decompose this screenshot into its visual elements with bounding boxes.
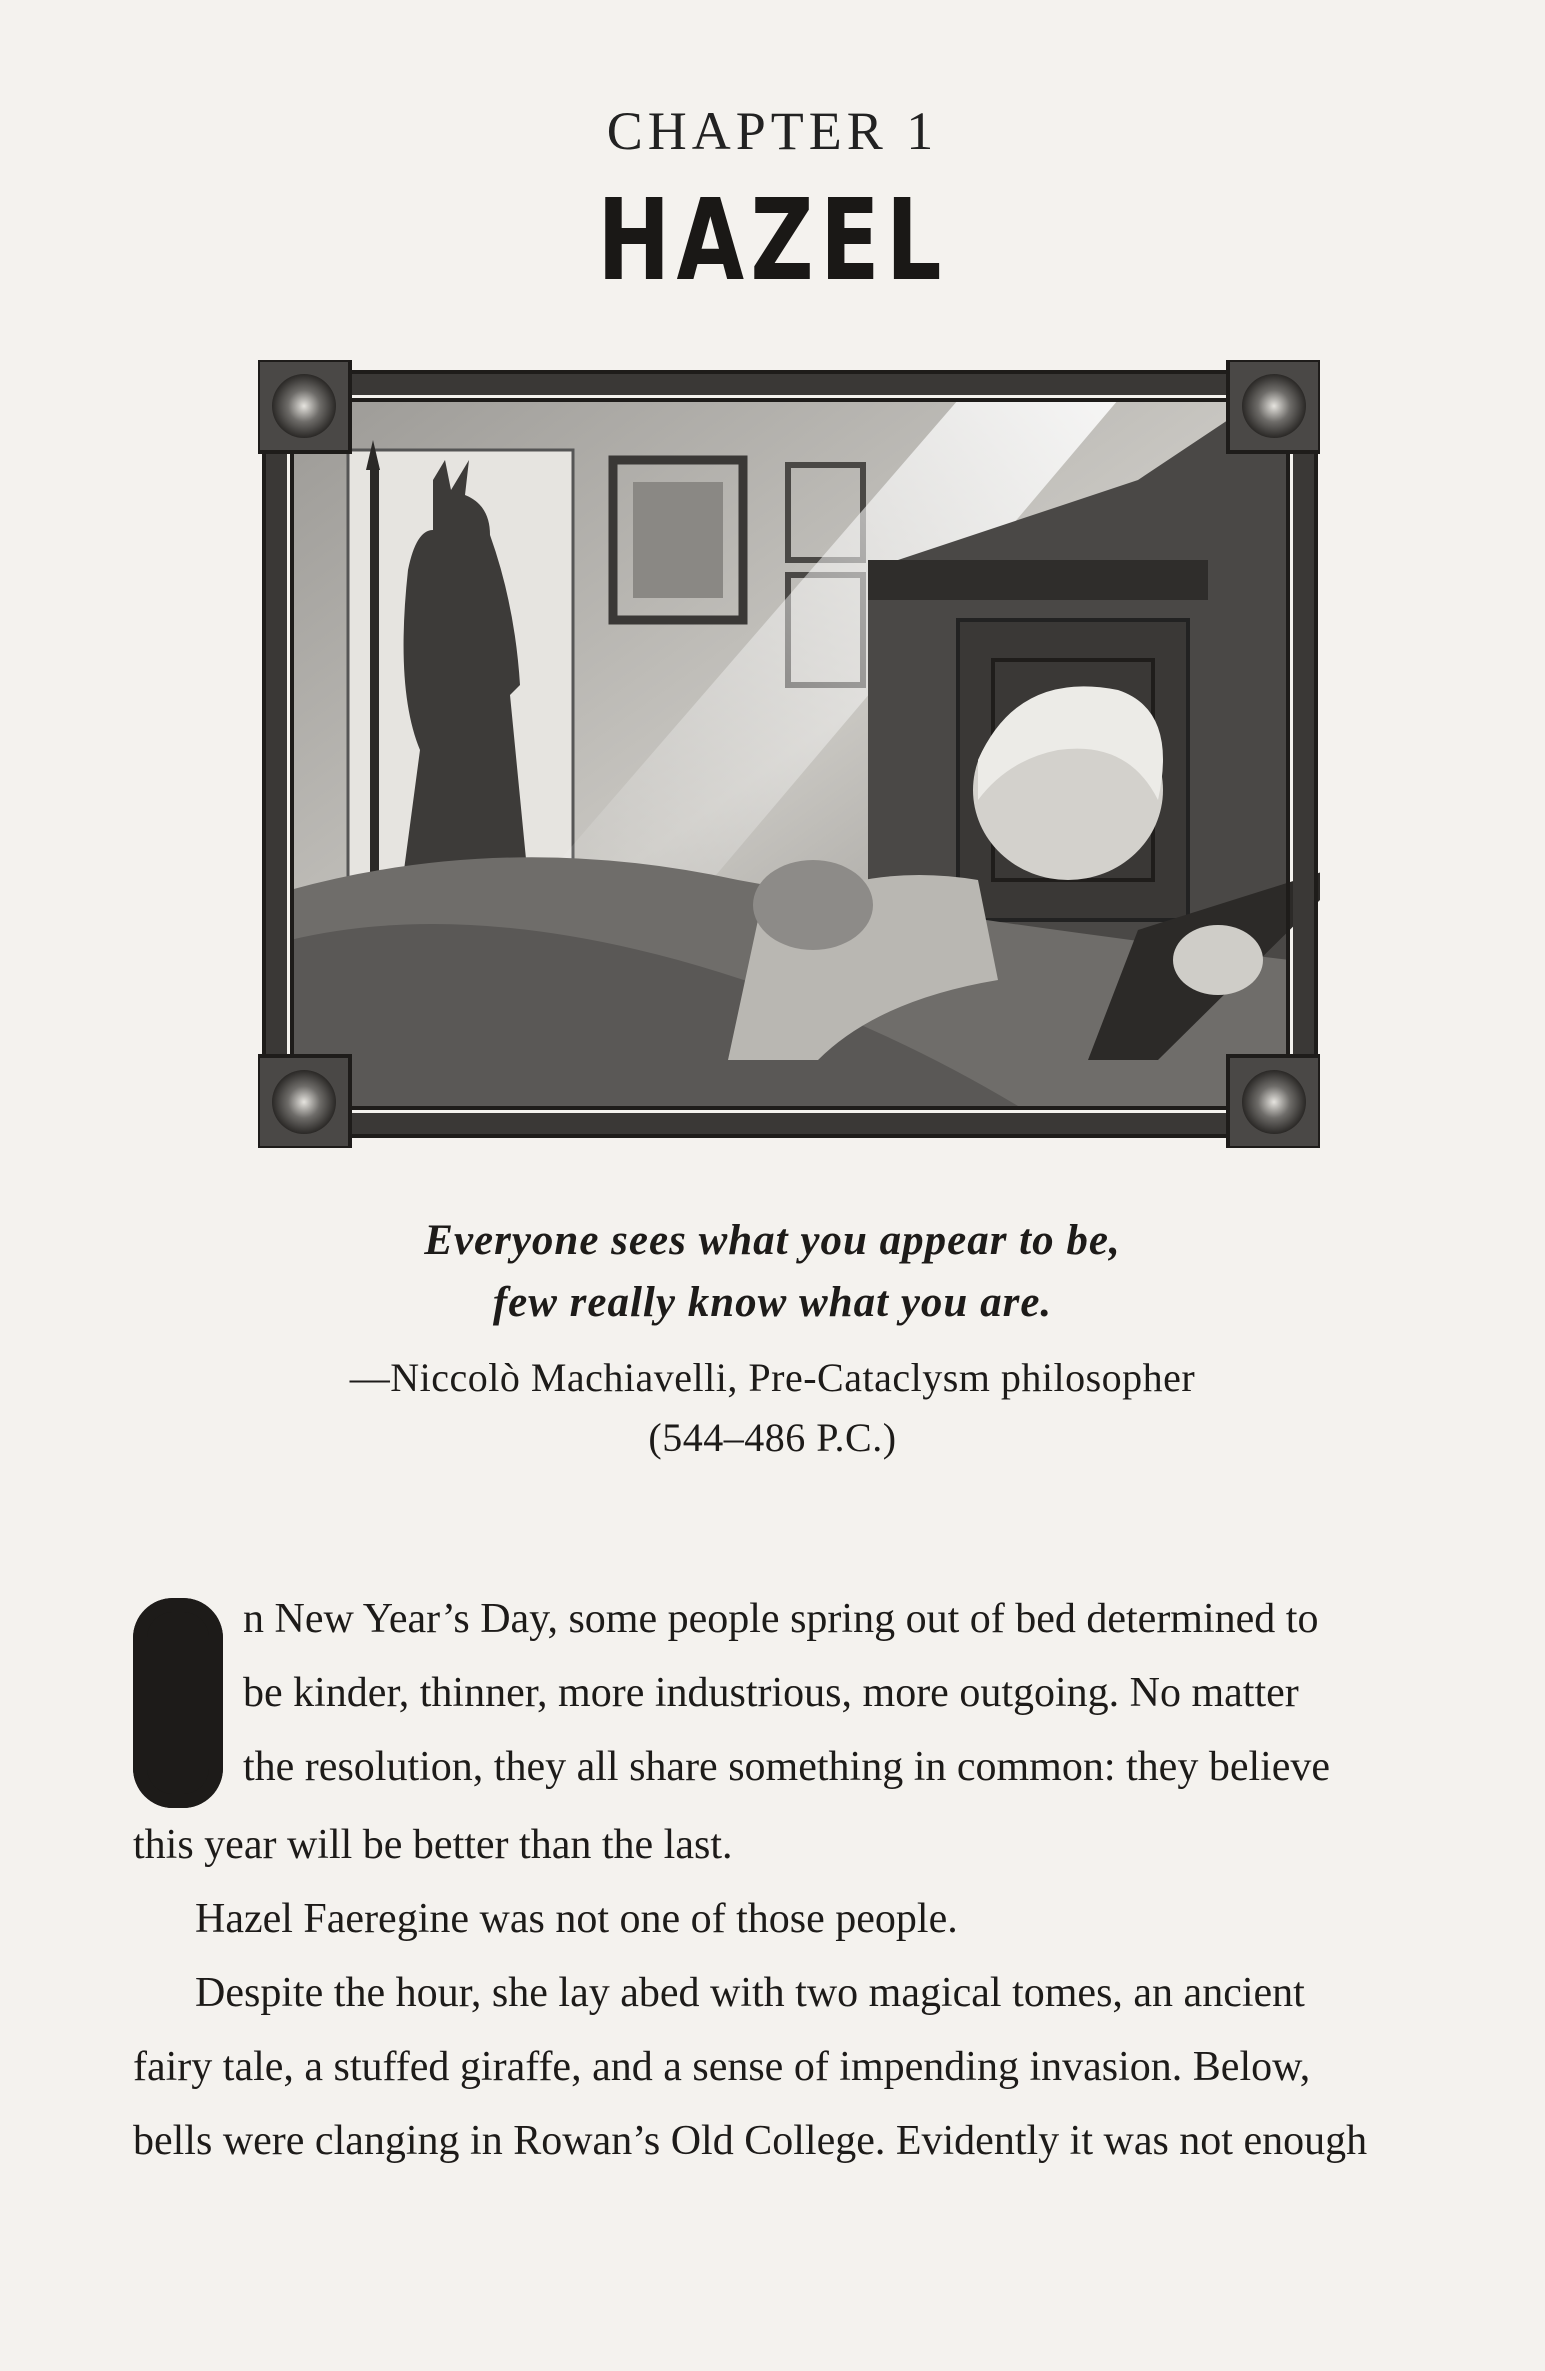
paragraph-line: this year will be better than the last.	[133, 1822, 733, 1868]
second-paragraph: Hazel Faeregine was not one of those people.	[195, 1896, 958, 1942]
paragraph-line: n New Year’s Day, some people spring out of bed determined to	[243, 1596, 1319, 1642]
paragraph-line: the resolution, they all share something in common: they believe	[243, 1744, 1331, 1790]
epigraph	[0, 1210, 1545, 1468]
paragraph-line: be kinder, thinner, more industrious, more outgoing. No matter	[243, 1670, 1299, 1716]
epigraph-line: few really know what you are.	[492, 1279, 1053, 1326]
chapter-title: HAZEL	[597, 176, 948, 306]
epigraph-line: Everyone sees what you appear to be,	[424, 1217, 1121, 1264]
chapter-number: CHAPTER 1	[606, 101, 939, 161]
paragraph-line: fairy tale, a stuffed giraffe, and a sense of impending invasion. Below,	[133, 2044, 1311, 2090]
paragraph-line: bells were clanging in Rowan’s Old College. Evidently it was not enough	[133, 2118, 1368, 2164]
paragraph-line: Despite the hour, she lay abed with two magical tomes, an ancient	[195, 1970, 1305, 2016]
epigraph-attribution: —Niccolò Machiavelli, Pre-Cataclysm philosopher	[349, 1355, 1196, 1400]
first-paragraph	[133, 1582, 1393, 1808]
chapter-illustration	[258, 360, 1320, 1148]
drop-cap	[133, 1598, 223, 1808]
epigraph-dates: (544–486 P.C.)	[648, 1415, 897, 1460]
body-text	[133, 1582, 1393, 2178]
